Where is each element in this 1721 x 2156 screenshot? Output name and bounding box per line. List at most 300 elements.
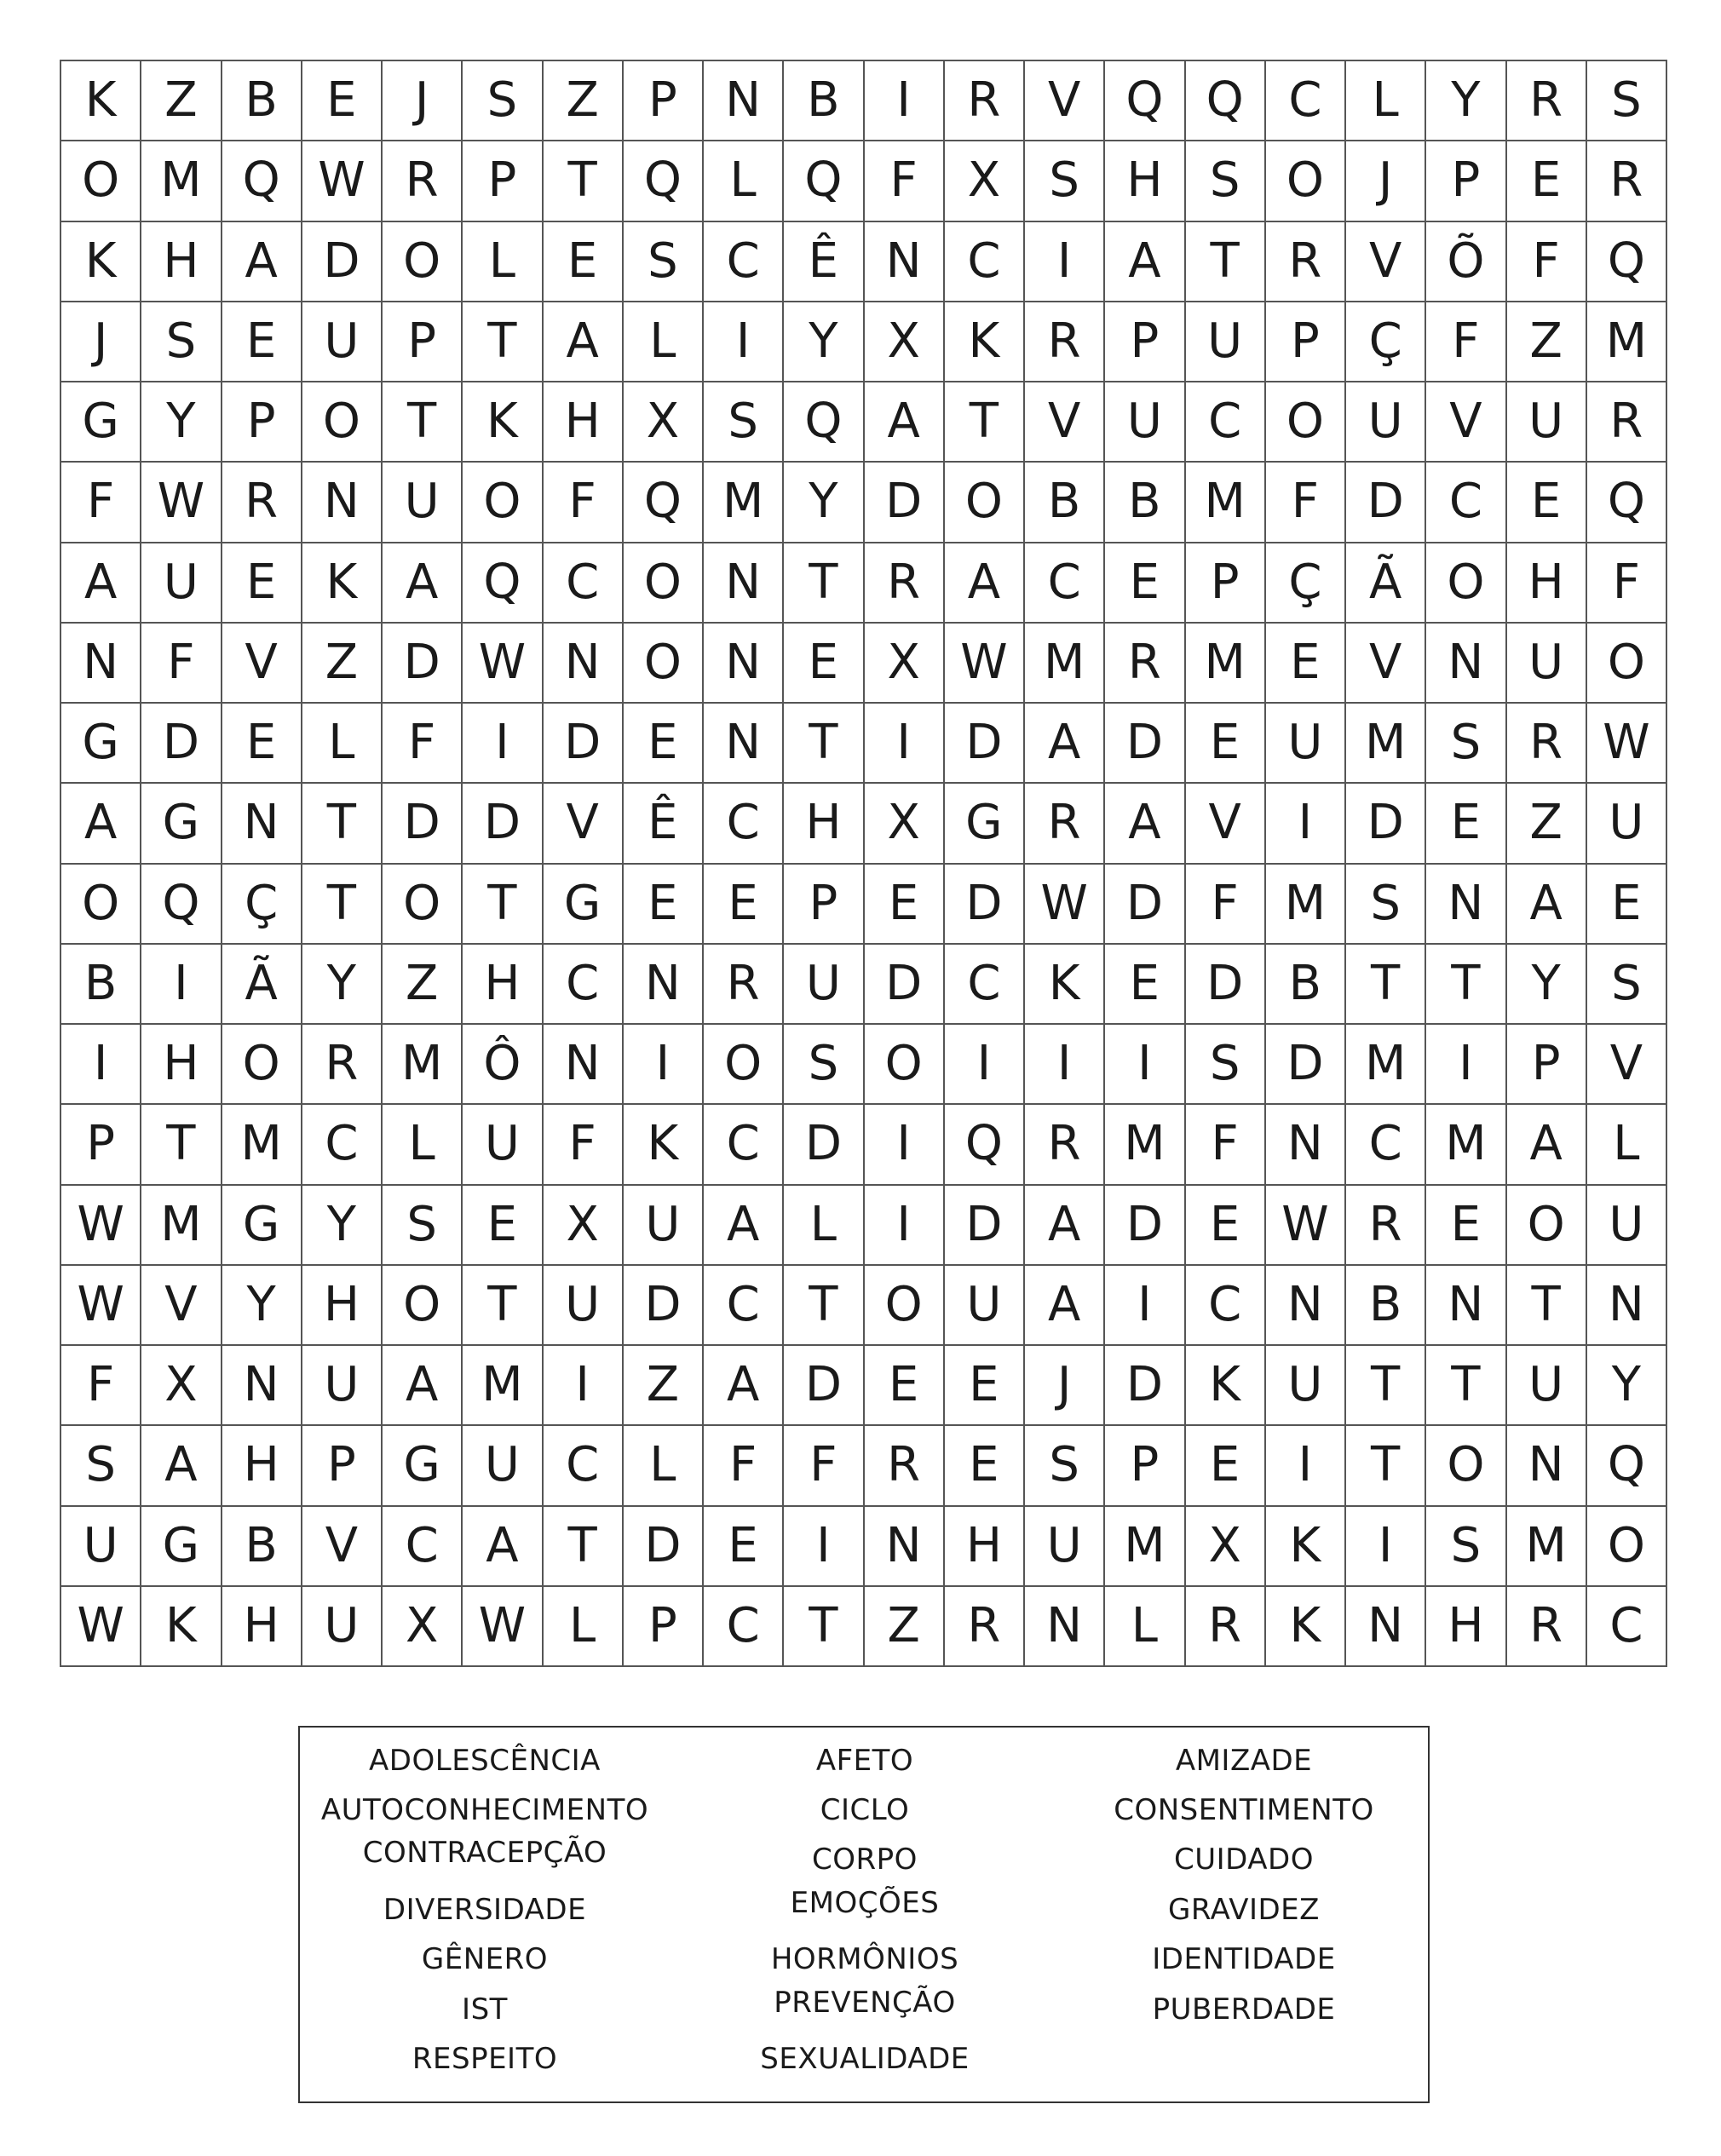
grid-cell[interactable]: D [945, 1186, 1025, 1266]
grid-cell[interactable]: U [1507, 624, 1587, 704]
grid-cell[interactable]: D [302, 222, 383, 302]
grid-cell[interactable]: C [1426, 463, 1506, 543]
grid-cell[interactable]: D [784, 1105, 864, 1185]
grid-cell[interactable]: M [463, 1346, 543, 1426]
grid-cell[interactable]: R [1507, 1587, 1587, 1667]
grid-cell[interactable]: U [1587, 1186, 1667, 1266]
grid-cell[interactable]: P [1266, 302, 1346, 382]
grid-cell[interactable]: P [1507, 1025, 1587, 1105]
grid-cell[interactable]: Q [945, 1105, 1025, 1185]
grid-cell[interactable]: D [1105, 865, 1185, 945]
grid-cell[interactable]: D [1266, 1025, 1346, 1105]
grid-cell[interactable]: U [945, 1266, 1025, 1346]
grid-cell[interactable]: V [1186, 784, 1266, 864]
grid-cell[interactable]: Q [141, 865, 222, 945]
grid-cell[interactable]: A [1507, 1105, 1587, 1185]
grid-cell[interactable]: T [784, 1587, 864, 1667]
grid-cell[interactable]: D [784, 1346, 864, 1426]
grid-cell[interactable]: A [463, 1507, 543, 1587]
grid-cell[interactable]: H [222, 1587, 302, 1667]
grid-cell[interactable]: E [865, 865, 945, 945]
grid-cell[interactable]: U [1266, 704, 1346, 784]
grid-cell[interactable]: C [704, 1587, 784, 1667]
grid-cell[interactable]: S [1025, 141, 1105, 221]
grid-cell[interactable]: C [1186, 1266, 1266, 1346]
grid-cell[interactable]: S [1426, 704, 1506, 784]
grid-cell[interactable]: T [544, 141, 624, 221]
grid-cell[interactable]: W [1025, 865, 1105, 945]
grid-cell[interactable]: A [61, 543, 141, 624]
grid-cell[interactable]: U [463, 1426, 543, 1506]
grid-cell[interactable]: U [383, 463, 463, 543]
grid-cell[interactable]: A [704, 1346, 784, 1426]
grid-cell[interactable]: N [704, 543, 784, 624]
grid-cell[interactable]: F [544, 463, 624, 543]
grid-cell[interactable]: Z [544, 61, 624, 141]
grid-cell[interactable]: S [383, 1186, 463, 1266]
grid-cell[interactable]: A [222, 222, 302, 302]
grid-cell[interactable]: N [865, 222, 945, 302]
grid-cell[interactable]: H [1507, 543, 1587, 624]
grid-cell[interactable]: D [624, 1266, 704, 1346]
grid-cell[interactable]: H [141, 222, 222, 302]
grid-cell[interactable]: T [784, 704, 864, 784]
grid-cell[interactable]: K [141, 1587, 222, 1667]
grid-cell[interactable]: K [1186, 1346, 1266, 1426]
grid-cell[interactable]: E [865, 1346, 945, 1426]
grid-cell[interactable]: R [1346, 1186, 1426, 1266]
grid-cell[interactable]: O [61, 141, 141, 221]
grid-cell[interactable]: O [302, 382, 383, 463]
grid-cell[interactable]: O [222, 1025, 302, 1105]
grid-cell[interactable]: T [1507, 1266, 1587, 1346]
grid-cell[interactable]: O [624, 543, 704, 624]
grid-cell[interactable]: B [1105, 463, 1185, 543]
grid-cell[interactable]: M [141, 1186, 222, 1266]
grid-cell[interactable]: R [1587, 141, 1667, 221]
grid-cell[interactable]: E [222, 302, 302, 382]
grid-cell[interactable]: G [222, 1186, 302, 1266]
grid-cell[interactable]: T [1346, 1346, 1426, 1426]
grid-cell[interactable]: K [1266, 1507, 1346, 1587]
grid-cell[interactable]: X [624, 382, 704, 463]
grid-cell[interactable]: V [1587, 1025, 1667, 1105]
grid-cell[interactable]: E [1507, 141, 1587, 221]
grid-cell[interactable]: Q [222, 141, 302, 221]
grid-cell[interactable]: R [865, 1426, 945, 1506]
grid-cell[interactable]: I [1266, 1426, 1346, 1506]
grid-cell[interactable]: Ê [624, 784, 704, 864]
grid-cell[interactable]: N [1507, 1426, 1587, 1506]
grid-cell[interactable]: H [302, 1266, 383, 1346]
grid-cell[interactable]: A [383, 1346, 463, 1426]
grid-cell[interactable]: C [945, 945, 1025, 1025]
grid-cell[interactable]: Z [1507, 784, 1587, 864]
grid-cell[interactable]: O [383, 1266, 463, 1346]
grid-cell[interactable]: I [544, 1346, 624, 1426]
grid-cell[interactable]: F [383, 704, 463, 784]
grid-cell[interactable]: C [1266, 61, 1346, 141]
grid-cell[interactable]: F [1186, 865, 1266, 945]
grid-cell[interactable]: A [141, 1426, 222, 1506]
grid-cell[interactable]: U [141, 543, 222, 624]
grid-cell[interactable]: Ã [1346, 543, 1426, 624]
grid-cell[interactable]: P [784, 865, 864, 945]
grid-cell[interactable]: A [704, 1186, 784, 1266]
grid-cell[interactable]: P [302, 1426, 383, 1506]
grid-cell[interactable]: E [624, 704, 704, 784]
grid-cell[interactable]: R [1507, 704, 1587, 784]
grid-cell[interactable]: G [383, 1426, 463, 1506]
grid-cell[interactable]: U [1025, 1507, 1105, 1587]
grid-cell[interactable]: R [1025, 784, 1105, 864]
grid-cell[interactable]: N [1426, 624, 1506, 704]
grid-cell[interactable]: R [865, 543, 945, 624]
grid-cell[interactable]: N [1426, 1266, 1506, 1346]
grid-cell[interactable]: Q [784, 141, 864, 221]
grid-cell[interactable]: R [1025, 1105, 1105, 1185]
grid-cell[interactable]: E [1266, 624, 1346, 704]
grid-cell[interactable]: M [222, 1105, 302, 1185]
grid-cell[interactable]: R [1507, 61, 1587, 141]
grid-cell[interactable]: N [302, 463, 383, 543]
grid-cell[interactable]: N [1587, 1266, 1667, 1346]
grid-cell[interactable]: Q [784, 382, 864, 463]
grid-cell[interactable]: Q [1105, 61, 1185, 141]
grid-cell[interactable]: Y [302, 945, 383, 1025]
grid-cell[interactable]: C [383, 1507, 463, 1587]
grid-cell[interactable]: F [61, 463, 141, 543]
grid-cell[interactable]: S [463, 61, 543, 141]
grid-cell[interactable]: N [624, 945, 704, 1025]
grid-cell[interactable]: I [704, 302, 784, 382]
grid-cell[interactable]: Õ [1426, 222, 1506, 302]
grid-cell[interactable]: N [1266, 1266, 1346, 1346]
grid-cell[interactable]: X [1186, 1507, 1266, 1587]
grid-cell[interactable]: I [865, 1186, 945, 1266]
grid-cell[interactable]: B [222, 61, 302, 141]
grid-cell[interactable]: I [141, 945, 222, 1025]
grid-cell[interactable]: U [1186, 302, 1266, 382]
grid-cell[interactable]: O [1426, 1426, 1506, 1506]
grid-cell[interactable]: O [383, 865, 463, 945]
grid-cell[interactable]: W [1587, 704, 1667, 784]
grid-cell[interactable]: T [784, 1266, 864, 1346]
grid-cell[interactable]: K [945, 302, 1025, 382]
grid-cell[interactable]: E [945, 1346, 1025, 1426]
grid-cell[interactable]: G [544, 865, 624, 945]
grid-cell[interactable]: N [704, 61, 784, 141]
grid-cell[interactable]: F [1426, 302, 1506, 382]
grid-cell[interactable]: I [865, 61, 945, 141]
grid-cell[interactable]: D [1105, 704, 1185, 784]
grid-cell[interactable]: O [865, 1025, 945, 1105]
grid-cell[interactable]: O [865, 1266, 945, 1346]
grid-cell[interactable]: G [61, 704, 141, 784]
grid-cell[interactable]: H [1105, 141, 1185, 221]
grid-cell[interactable]: V [1346, 624, 1426, 704]
grid-cell[interactable]: Ç [1266, 543, 1346, 624]
grid-cell[interactable]: I [1105, 1025, 1185, 1105]
grid-cell[interactable]: O [1266, 382, 1346, 463]
grid-cell[interactable]: A [544, 302, 624, 382]
grid-cell[interactable]: L [1346, 61, 1426, 141]
grid-cell[interactable]: N [704, 624, 784, 704]
grid-cell[interactable]: E [1105, 945, 1185, 1025]
grid-cell[interactable]: Y [1426, 61, 1506, 141]
grid-cell[interactable]: P [624, 61, 704, 141]
grid-cell[interactable]: C [544, 945, 624, 1025]
grid-cell[interactable]: O [61, 865, 141, 945]
grid-cell[interactable]: H [141, 1025, 222, 1105]
grid-cell[interactable]: Z [141, 61, 222, 141]
grid-cell[interactable]: K [61, 61, 141, 141]
grid-cell[interactable]: S [1587, 61, 1667, 141]
grid-cell[interactable]: S [624, 222, 704, 302]
grid-cell[interactable]: D [383, 784, 463, 864]
grid-cell[interactable]: A [383, 543, 463, 624]
grid-cell[interactable]: E [1105, 543, 1185, 624]
grid-cell[interactable]: I [1025, 222, 1105, 302]
grid-cell[interactable]: Z [624, 1346, 704, 1426]
grid-cell[interactable]: N [1025, 1587, 1105, 1667]
grid-cell[interactable]: Q [463, 543, 543, 624]
grid-cell[interactable]: O [1426, 543, 1506, 624]
grid-cell[interactable]: O [945, 463, 1025, 543]
grid-cell[interactable]: F [1186, 1105, 1266, 1185]
grid-cell[interactable]: E [704, 1507, 784, 1587]
grid-cell[interactable]: E [1587, 865, 1667, 945]
grid-cell[interactable]: T [784, 543, 864, 624]
grid-cell[interactable]: T [463, 1266, 543, 1346]
grid-cell[interactable]: Z [302, 624, 383, 704]
grid-cell[interactable]: F [544, 1105, 624, 1185]
grid-cell[interactable]: M [1105, 1507, 1185, 1587]
grid-cell[interactable]: S [141, 302, 222, 382]
grid-cell[interactable]: B [1346, 1266, 1426, 1346]
grid-cell[interactable]: E [1507, 463, 1587, 543]
grid-cell[interactable]: S [1587, 945, 1667, 1025]
grid-cell[interactable]: K [302, 543, 383, 624]
grid-cell[interactable]: Y [784, 463, 864, 543]
grid-cell[interactable]: Y [1507, 945, 1587, 1025]
grid-cell[interactable]: L [544, 1587, 624, 1667]
grid-cell[interactable]: O [624, 624, 704, 704]
grid-cell[interactable]: A [945, 543, 1025, 624]
grid-cell[interactable]: U [1266, 1346, 1346, 1426]
grid-cell[interactable]: L [1587, 1105, 1667, 1185]
grid-cell[interactable]: U [1587, 784, 1667, 864]
grid-cell[interactable]: T [1426, 945, 1506, 1025]
grid-cell[interactable]: M [1186, 624, 1266, 704]
grid-cell[interactable]: C [1025, 543, 1105, 624]
grid-cell[interactable]: U [302, 1346, 383, 1426]
grid-cell[interactable]: E [1186, 704, 1266, 784]
grid-cell[interactable]: Z [383, 945, 463, 1025]
grid-cell[interactable]: C [945, 222, 1025, 302]
grid-cell[interactable]: E [624, 865, 704, 945]
grid-cell[interactable]: R [945, 61, 1025, 141]
grid-cell[interactable]: Z [1507, 302, 1587, 382]
grid-cell[interactable]: Y [302, 1186, 383, 1266]
grid-cell[interactable]: E [222, 543, 302, 624]
grid-cell[interactable]: N [1266, 1105, 1346, 1185]
grid-cell[interactable]: I [945, 1025, 1025, 1105]
grid-cell[interactable]: U [302, 1587, 383, 1667]
grid-cell[interactable]: M [1346, 704, 1426, 784]
grid-cell[interactable]: F [61, 1346, 141, 1426]
grid-cell[interactable]: T [383, 382, 463, 463]
grid-cell[interactable]: P [1426, 141, 1506, 221]
grid-cell[interactable]: W [302, 141, 383, 221]
grid-cell[interactable]: H [222, 1426, 302, 1506]
grid-cell[interactable]: D [945, 704, 1025, 784]
grid-cell[interactable]: U [1346, 382, 1426, 463]
grid-cell[interactable]: R [1025, 302, 1105, 382]
grid-cell[interactable]: S [704, 382, 784, 463]
grid-cell[interactable]: E [1426, 784, 1506, 864]
grid-cell[interactable]: N [544, 1025, 624, 1105]
grid-cell[interactable]: T [302, 784, 383, 864]
grid-cell[interactable]: X [383, 1587, 463, 1667]
grid-cell[interactable]: Ô [463, 1025, 543, 1105]
grid-cell[interactable]: V [1426, 382, 1506, 463]
grid-cell[interactable]: M [1587, 302, 1667, 382]
grid-cell[interactable]: V [544, 784, 624, 864]
grid-cell[interactable]: Ç [222, 865, 302, 945]
grid-cell[interactable]: M [141, 141, 222, 221]
grid-cell[interactable]: S [61, 1426, 141, 1506]
grid-cell[interactable]: L [463, 222, 543, 302]
grid-cell[interactable]: W [1266, 1186, 1346, 1266]
grid-cell[interactable]: C [544, 1426, 624, 1506]
grid-cell[interactable]: C [1346, 1105, 1426, 1185]
grid-cell[interactable]: F [1266, 463, 1346, 543]
grid-cell[interactable]: O [383, 222, 463, 302]
grid-cell[interactable]: T [945, 382, 1025, 463]
grid-cell[interactable]: B [61, 945, 141, 1025]
grid-cell[interactable]: Q [624, 141, 704, 221]
grid-cell[interactable]: N [865, 1507, 945, 1587]
grid-cell[interactable]: D [865, 945, 945, 1025]
grid-cell[interactable]: S [784, 1025, 864, 1105]
grid-cell[interactable]: L [383, 1105, 463, 1185]
grid-cell[interactable]: C [544, 543, 624, 624]
grid-cell[interactable]: R [1587, 382, 1667, 463]
grid-cell[interactable]: A [1025, 1266, 1105, 1346]
grid-cell[interactable]: P [222, 382, 302, 463]
grid-cell[interactable]: U [784, 945, 864, 1025]
grid-cell[interactable]: E [222, 704, 302, 784]
grid-cell[interactable]: F [704, 1426, 784, 1506]
grid-cell[interactable]: I [1025, 1025, 1105, 1105]
grid-cell[interactable]: A [1105, 222, 1185, 302]
grid-cell[interactable]: A [1025, 704, 1105, 784]
grid-cell[interactable]: I [463, 704, 543, 784]
grid-cell[interactable]: P [383, 302, 463, 382]
grid-cell[interactable]: Y [222, 1266, 302, 1346]
grid-cell[interactable]: J [61, 302, 141, 382]
grid-cell[interactable]: I [1105, 1266, 1185, 1346]
grid-cell[interactable]: P [463, 141, 543, 221]
grid-cell[interactable]: D [544, 704, 624, 784]
grid-cell[interactable]: X [865, 624, 945, 704]
grid-cell[interactable]: N [222, 1346, 302, 1426]
grid-cell[interactable]: L [624, 302, 704, 382]
grid-cell[interactable]: U [544, 1266, 624, 1346]
grid-cell[interactable]: P [1186, 543, 1266, 624]
grid-cell[interactable]: U [302, 302, 383, 382]
grid-cell[interactable]: R [1105, 624, 1185, 704]
grid-cell[interactable]: W [463, 1587, 543, 1667]
grid-cell[interactable]: R [1266, 222, 1346, 302]
grid-cell[interactable]: U [1507, 382, 1587, 463]
grid-cell[interactable]: Y [141, 382, 222, 463]
grid-cell[interactable]: L [302, 704, 383, 784]
grid-cell[interactable]: C [704, 1266, 784, 1346]
grid-cell[interactable]: F [865, 141, 945, 221]
grid-cell[interactable]: V [302, 1507, 383, 1587]
grid-cell[interactable]: R [1186, 1587, 1266, 1667]
grid-cell[interactable]: J [383, 61, 463, 141]
grid-cell[interactable]: L [704, 141, 784, 221]
grid-cell[interactable]: K [1266, 1587, 1346, 1667]
grid-cell[interactable]: C [704, 222, 784, 302]
grid-cell[interactable]: C [704, 1105, 784, 1185]
grid-cell[interactable]: G [61, 382, 141, 463]
grid-cell[interactable]: B [1025, 463, 1105, 543]
grid-cell[interactable]: Ê [784, 222, 864, 302]
grid-cell[interactable]: T [463, 865, 543, 945]
grid-cell[interactable]: Ç [1346, 302, 1426, 382]
grid-cell[interactable]: M [1266, 865, 1346, 945]
grid-cell[interactable]: W [61, 1587, 141, 1667]
grid-cell[interactable]: J [1346, 141, 1426, 221]
grid-cell[interactable]: F [784, 1426, 864, 1506]
grid-cell[interactable]: R [222, 463, 302, 543]
grid-cell[interactable]: S [1025, 1426, 1105, 1506]
grid-cell[interactable]: I [865, 704, 945, 784]
grid-cell[interactable]: C [302, 1105, 383, 1185]
grid-cell[interactable]: S [1346, 865, 1426, 945]
grid-cell[interactable]: K [463, 382, 543, 463]
grid-cell[interactable]: O [1507, 1186, 1587, 1266]
grid-cell[interactable]: A [1105, 784, 1185, 864]
grid-cell[interactable]: A [1025, 1186, 1105, 1266]
grid-cell[interactable]: E [945, 1426, 1025, 1506]
grid-cell[interactable]: I [865, 1105, 945, 1185]
grid-cell[interactable]: I [1266, 784, 1346, 864]
grid-cell[interactable]: R [302, 1025, 383, 1105]
grid-cell[interactable]: A [1507, 865, 1587, 945]
grid-cell[interactable]: N [704, 704, 784, 784]
grid-cell[interactable]: I [784, 1507, 864, 1587]
grid-cell[interactable]: E [1186, 1426, 1266, 1506]
grid-cell[interactable]: X [865, 784, 945, 864]
grid-cell[interactable]: O [1587, 624, 1667, 704]
grid-cell[interactable]: G [945, 784, 1025, 864]
grid-cell[interactable]: O [463, 463, 543, 543]
grid-cell[interactable]: C [704, 784, 784, 864]
grid-cell[interactable]: O [704, 1025, 784, 1105]
grid-cell[interactable]: U [463, 1105, 543, 1185]
grid-cell[interactable]: U [1507, 1346, 1587, 1426]
grid-cell[interactable]: N [544, 624, 624, 704]
grid-cell[interactable]: I [1346, 1507, 1426, 1587]
grid-cell[interactable]: D [1186, 945, 1266, 1025]
grid-cell[interactable]: X [544, 1186, 624, 1266]
grid-cell[interactable]: M [1346, 1025, 1426, 1105]
